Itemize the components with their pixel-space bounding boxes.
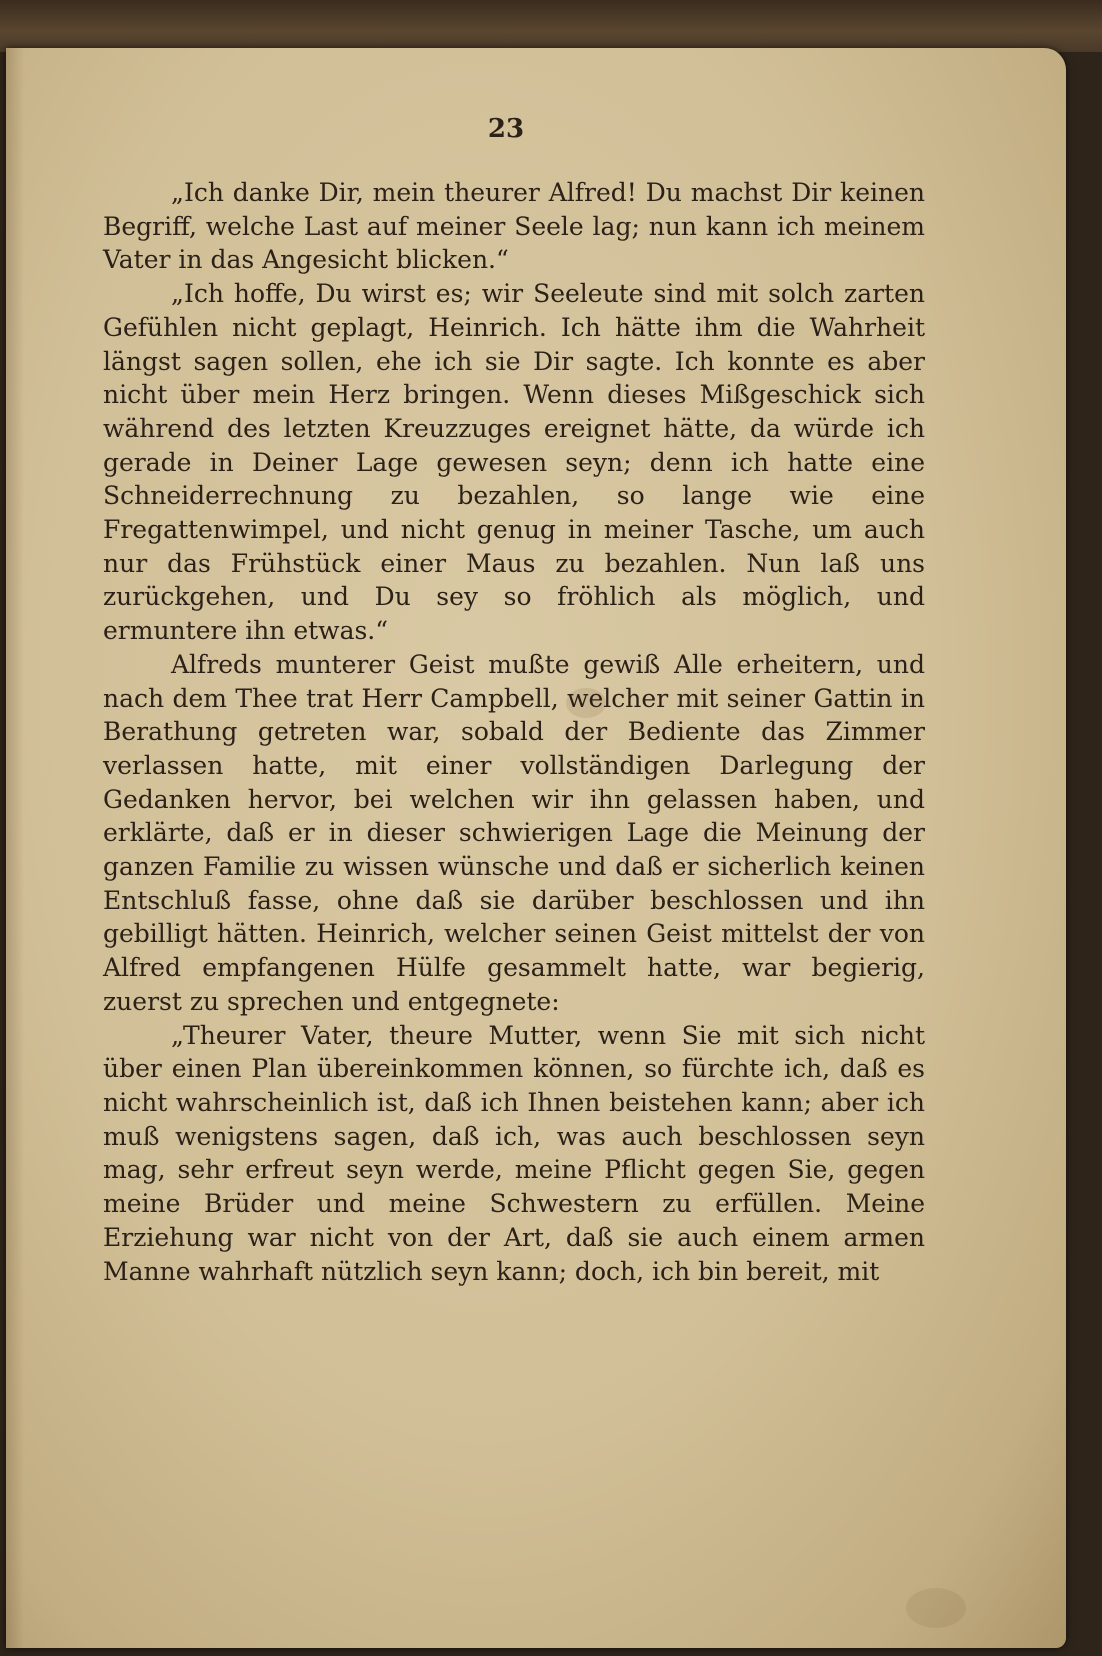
paper-stain xyxy=(906,1588,966,1628)
page-number: 23 xyxy=(487,114,525,144)
paragraph: „Ich hoffe, Du wirst es; wir Seeleute sind mit solch zarten Gefühlen nicht geplagt, Heinrich. Ich hätte ihm die Wahrheit längst sagen sollen, ehe ich sie Dir sagte. Ich konnte es aber nicht über mein Herz bringen. Wenn dieses Mißgeschick sich während des letzten Kreuzzuges ereignet hätte, da würde ich gerade in Deiner Lage gewesen seyn; denn ich hatte eine Schneiderrechnung zu bezahlen, so lange wie eine Fregattenwimpel, und nicht genug in meiner Tasche, um auch nur das Frühstück einer Maus zu bezahlen. Nun laß uns zurückgehen, und Du sey so fröhlich als möglich, und ermuntere ihn etwas.“ xyxy=(103,279,925,646)
paragraph: „Theurer Vater, theure Mutter, wenn Sie mit sich nicht über einen Plan übereinkommen können, so fürchte ich, daß es nicht wahrscheinlich ist, daß ich Ihnen beistehen kann; aber ich muß wenigstens sagen, daß ich, was auch beschlossen seyn mag, sehr erfreut seyn werde, meine Pflicht gegen Sie, gegen meine Brüder und meine Schwestern zu erfüllen. Meine Erziehung war nicht von der Art, daß sie auch einem armen Manne wahrhaft nützlich seyn kann; doch, ich bin bereit, mit xyxy=(103,1020,925,1286)
body-text xyxy=(103,176,925,1288)
paragraph: Alfreds munterer Geist mußte gewiß Alle erheitern, und nach dem Thee trat Herr Campbell, welcher mit seiner Gattin in Berathung getreten war, sobald der Bediente das Zimmer verlassen hatte, mit einer vollständigen Darlegung der Gedanken hervor, bei welchen wir ihn gelassen haben, und erklärte, daß er in dieser schwierigen Lage die Meinung der ganzen Familie zu wissen wünsche und daß er sicherlich keinen Entschluß fasse, ohne daß sie darüber beschlossen und ihn gebilligt hätten. Heinrich, welcher seinen Geist mittelst der von Alfred empfangenen Hülfe gesammelt hatte, war begierig, zuerst zu sprechen und entgegnete: xyxy=(103,649,925,1016)
previous-page-edge xyxy=(0,0,1102,52)
paragraph: „Ich danke Dir, mein theurer Alfred! Du machst Dir keinen Begriff, welche Last auf meiner Seele lag; nun kann ich meinem Vater in das Angesicht blicken.“ xyxy=(103,178,925,275)
book-page xyxy=(6,48,1066,1648)
